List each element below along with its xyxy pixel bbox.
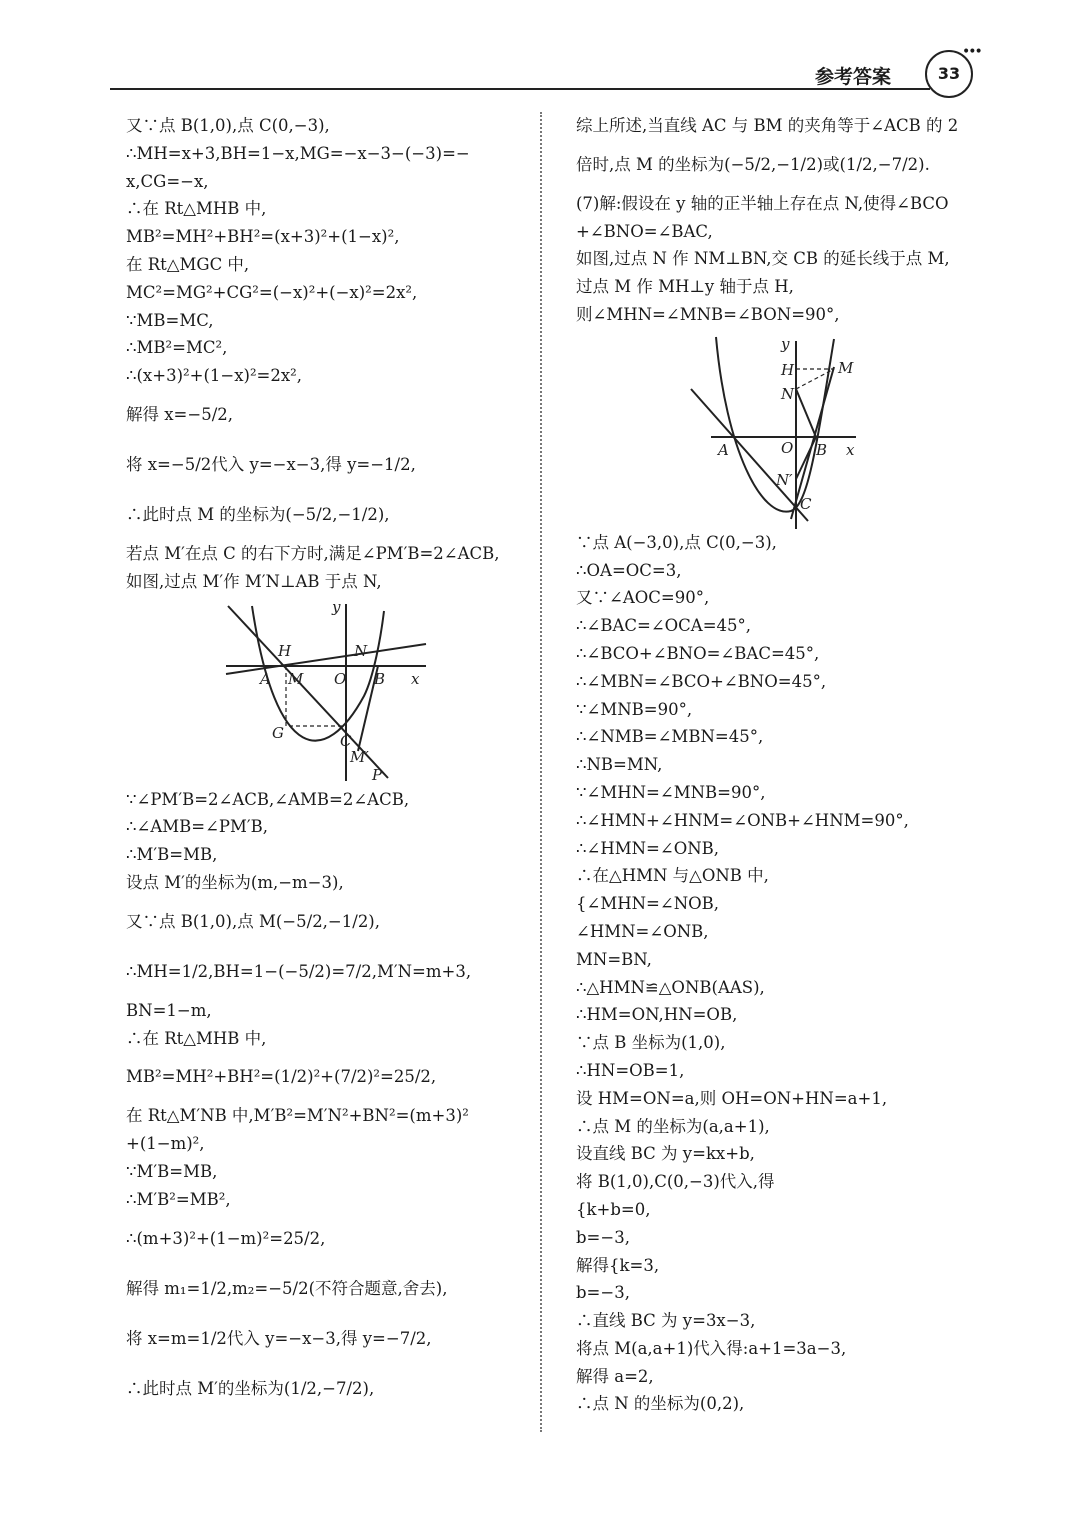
point-label-o: O (781, 438, 794, 457)
text-line: ∵点 B 坐标为(1,0), (576, 1033, 726, 1053)
text-line: 解得 m₁=1/2,m₂=−5/2(不符合题意,舍去), (126, 1278, 448, 1298)
text-line: ∴HN=OB=1, (576, 1060, 685, 1080)
text-line: 又∵点 B(1,0),点 M(−5/2,−1/2), (126, 911, 380, 931)
text-line: +∠BNO=∠BAC, (576, 221, 713, 241)
text-line: ∴此时点 M′的坐标为(1/2,−7/2), (126, 1378, 375, 1398)
header-rule (110, 88, 930, 90)
text-line: ∵MB=MC, (126, 310, 214, 330)
text-line: 解得{k=3, (576, 1255, 660, 1275)
point-label-g: G (272, 723, 284, 742)
left-block-2 (126, 390, 526, 540)
text-line: ∴△HMN≌△ONB(AAS), (576, 977, 765, 997)
text-line: ∴在 Rt△MHB 中, (126, 199, 267, 219)
line-hn (226, 641, 426, 674)
text-line: ∴MH=1/2,BH=1−(−5/2)=7/2,M′N=m+3, (126, 961, 472, 981)
text-line: ∴直线 BC 为 y=3x−3, (576, 1311, 756, 1331)
text-line: 如图,过点 M′作 M′N⊥AB 于点 N, (126, 571, 382, 591)
point-label-m-prime: M′ (350, 747, 369, 766)
text-line: ∴∠HMN+∠HNM=∠ONB+∠HNM=90°, (576, 810, 909, 830)
left-block-5 (126, 897, 526, 997)
text-line: ∴此时点 M 的坐标为(−5/2,−1/2), (126, 504, 390, 524)
point-label-c: C (340, 731, 352, 750)
point-label-h: H (781, 360, 795, 379)
page-number-badge: 33 (925, 50, 973, 98)
text-line: ∴MH=x+3,BH=1−x,MG=−x−3−(−3)=− (126, 143, 470, 163)
text-line: 将 x=−5/2代入 y=−x−3,得 y=−1/2, (126, 454, 416, 474)
text-line: ∴NB=MN, (576, 755, 663, 775)
right-column (576, 112, 976, 1418)
text-line: b=−3, (576, 1283, 630, 1303)
column-divider (540, 112, 542, 1432)
text-line: 将 x=m=1/2代入 y=−x−3,得 y=−7/2, (126, 1328, 432, 1348)
text-line: MC²=MG²+CG²=(−x)²+(−x)²=2x², (126, 282, 418, 302)
point-label-b: B (816, 440, 828, 459)
text-line: ∴M′B²=MB², (126, 1189, 231, 1209)
text-line: 又∵点 B(1,0),点 C(0,−3), (126, 116, 330, 135)
point-label-m: M (838, 358, 854, 377)
text-line: ∴∠AMB=∠PM′B, (126, 817, 269, 837)
text-line: MN=BN, (576, 949, 652, 969)
right-block-1 (576, 112, 976, 329)
text-line: BN=1−m, (126, 1000, 212, 1020)
text-line: 倍时,点 M 的坐标为(−5/2,−1/2)或(1/2,−7/2). (576, 154, 930, 174)
text-line: MB²=MH²+BH²=(1/2)²+(7/2)²=25/2, (126, 1067, 437, 1087)
text-line: ∴MB²=MC², (126, 338, 228, 358)
text-line: 将点 M(a,a+1)代入得:a+1=3a−3, (576, 1338, 847, 1358)
text-line: 设直线 BC 为 y=kx+b, (576, 1144, 755, 1164)
text-line: ∵∠PM′B=2∠ACB,∠AMB=2∠ACB, (126, 789, 410, 809)
left-block-4 (126, 786, 526, 897)
point-label-n-prime: N′ (776, 470, 793, 489)
text-line: 若点 M′在点 C 的右下方时,满足∠PM′B=2∠ACB, (126, 543, 500, 563)
text-line: +(1−m)², (126, 1134, 205, 1154)
parabola-figure-1 (126, 596, 526, 786)
axis-label-x: x (411, 669, 420, 688)
text-line: ∴∠BAC=∠OCA=45°, (576, 616, 752, 636)
point-label-m: M (288, 669, 304, 688)
text-line: x,CG=−x, (126, 171, 209, 191)
text-line: MB²=MH²+BH²=(x+3)²+(1−x)², (126, 227, 400, 247)
text-line: ∵点 A(−3,0),点 C(0,−3), (576, 532, 777, 552)
text-line: ∴(x+3)²+(1−x)²=2x², (126, 366, 303, 386)
text-line: ∴∠HMN=∠ONB, (576, 838, 720, 858)
left-block-9 (126, 1214, 526, 1414)
parabola-figure-2 (576, 329, 976, 529)
left-block-7 (126, 1052, 526, 1102)
point-label-p: P (372, 765, 383, 784)
text-line: {k+b=0, (576, 1199, 651, 1219)
text-line: ∴(m+3)²+(1−m)²=25/2, (126, 1228, 326, 1248)
axis-label-x: x (846, 440, 855, 459)
axis-label-y: y (781, 334, 790, 353)
text-line: 在 Rt△M′NB 中,M′B²=M′N²+BN²=(m+3)² (126, 1106, 469, 1126)
left-column (126, 112, 526, 1414)
left-block-1 (126, 112, 526, 390)
point-label-a: A (718, 440, 729, 459)
text-line: 解得 x=−5/2, (126, 404, 234, 424)
text-line: ∴OA=OC=3, (576, 560, 682, 580)
text-line: ∴HM=ON,HN=OB, (576, 1005, 738, 1025)
text-line: 将 B(1,0),C(0,−3)代入,得 (576, 1172, 775, 1192)
decorative-dots-icon: ••• (962, 44, 981, 60)
text-line: 在 Rt△MGC 中, (126, 254, 250, 274)
point-label-n: N (781, 384, 795, 403)
text-line: ∴点 M 的坐标为(a,a+1), (576, 1116, 770, 1136)
text-line: 则∠MHN=∠MNB=∠BON=90°, (576, 304, 840, 324)
text-line: 解得 a=2, (576, 1366, 654, 1386)
point-label-o: O (334, 669, 347, 688)
text-line: ∠HMN=∠ONB, (576, 921, 709, 941)
text-line: ∵M′B=MB, (126, 1161, 218, 1181)
point-label-b: B (374, 669, 386, 688)
point-label-n: N (354, 641, 368, 660)
text-line: ∴∠MBN=∠BCO+∠BNO=45°, (576, 671, 827, 691)
text-line: ∴在 Rt△MHB 中, (126, 1028, 267, 1048)
left-block-6 (126, 997, 526, 1053)
text-line: ∴∠NMB=∠MBN=45°, (576, 727, 764, 747)
left-block-8 (126, 1102, 526, 1213)
text-line: 过点 M 作 MH⊥y 轴于点 H, (576, 277, 794, 297)
left-block-3 (126, 540, 526, 596)
text-line: ∴M′B=MB, (126, 845, 218, 865)
text-line: 设 HM=ON=a,则 OH=ON+HN=a+1, (576, 1088, 888, 1108)
text-line: ∵∠MHN=∠MNB=90°, (576, 782, 766, 802)
text-line: b=−3, (576, 1227, 630, 1247)
right-block-2 (576, 529, 976, 1419)
axis-label-y: y (332, 597, 341, 616)
text-line: 设点 M′的坐标为(m,−m−3), (126, 872, 344, 892)
text-line: ∴在△HMN 与△ONB 中, (576, 866, 769, 886)
text-line: ∴点 N 的坐标为(0,2), (576, 1394, 745, 1414)
line-nb (796, 389, 816, 437)
parabola-curve (716, 334, 834, 512)
page-header-title: 参考答案 (815, 66, 892, 88)
text-line: {∠MHN=∠NOB, (576, 894, 720, 914)
point-label-c: C (800, 494, 812, 513)
point-label-h: H (278, 641, 292, 660)
text-line: 又∵∠AOC=90°, (576, 588, 710, 608)
text-line: 如图,过点 N 作 NM⊥BN,交 CB 的延长线于点 M, (576, 249, 950, 269)
text-line: ∵∠MNB=90°, (576, 699, 693, 719)
text-line: ∴∠BCO+∠BNO=∠BAC=45°, (576, 643, 820, 663)
text-line: (7)解:假设在 y 轴的正半轴上存在点 N,使得∠BCO (576, 193, 949, 213)
point-label-a: A (260, 669, 271, 688)
text-line: 综上所述,当直线 AC 与 BM 的夹角等于∠ACB 的 2 (576, 116, 959, 135)
